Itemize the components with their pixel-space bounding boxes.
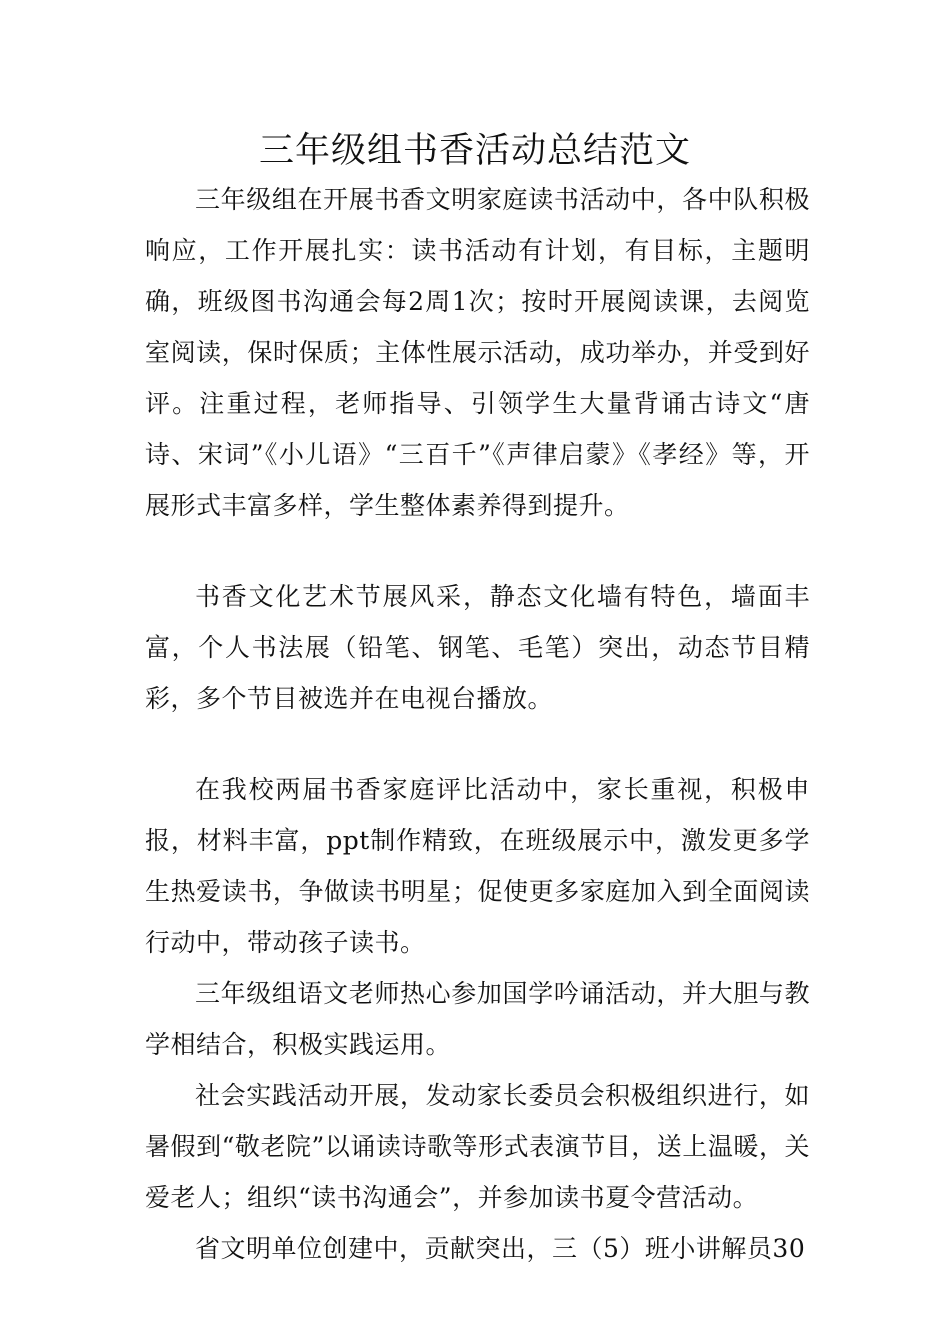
paragraph-civilized-unit: 省文明单位创建中，贡献突出，三（5）班小讲解员30 xyxy=(195,1234,806,1263)
paragraph-art-festival: 书香文化艺术节展风采，静态文化墙有特色，墙面丰富，个人书法展（铅笔、钢笔、毛笔）突出，动态节目精彩，多个节目被选并在电视台播放。 xyxy=(145,582,810,713)
paragraph-social-practice: 社会实践活动开展，发动家长委员会积极组织进行，如暑假到“敬老院”以诵读诗歌等形式表演节目，送上温暖，关爱老人；组织“读书沟通会”，并参加读书夏令营活动。 xyxy=(145,1081,810,1212)
document-title: 三年级组书香活动总结范文 xyxy=(258,131,691,171)
paragraph-chinese-recitation: 三年级组语文老师热心参加国学吟诵活动，并大胆与教学相结合，积极实践运用。 xyxy=(145,979,810,1059)
document-body xyxy=(145,174,810,1274)
paragraph-family-evaluation: 在我校两届书香家庭评比活动中，家长重视，积极申报，材料丰富，ppt制作精致，在班级展示中，激发更多学生热爱读书，争做读书明星；促使更多家庭加入到全面阅读行动中，带动孩子读书。 xyxy=(145,775,810,957)
paragraph-reading-activities: 三年级组在开展书香文明家庭读书活动中，各中队积极响应，工作开展扎实：读书活动有计划，有目标，主题明确，班级图书沟通会每2周1次；按时开展阅读课，去阅览室阅读，保时保质；主体性展示活动，成功举办，并受到好评。注重过程，老师指导、引领学生大量背诵古诗文“唐诗、宋词”《小儿语》“三百千”《声律启蒙》《孝经》等，开展形式丰富多样，学生整体素养得到提升。 xyxy=(145,185,810,520)
